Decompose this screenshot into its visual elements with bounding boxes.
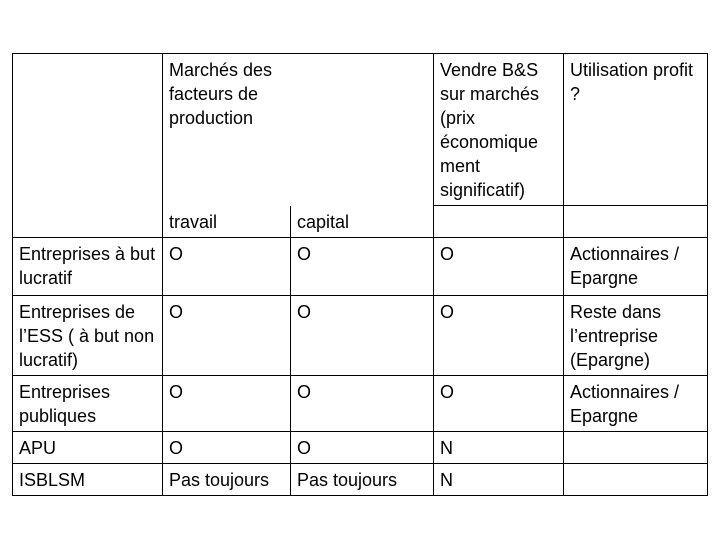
sell-cell: N <box>434 464 564 496</box>
sell-cell: O <box>434 296 564 376</box>
subheader-empty-sell <box>434 206 564 238</box>
sell-cell: O <box>434 238 564 296</box>
profit-cell: Actionnaires / Epargne <box>564 376 708 432</box>
header-labour: travail <box>163 206 291 238</box>
table-row <box>13 296 708 376</box>
entity-cell: APU <box>13 432 163 464</box>
labour-cell: O <box>163 432 291 464</box>
profit-cell <box>564 464 708 496</box>
capital-cell: O <box>291 296 434 376</box>
table-row <box>13 464 708 496</box>
entity-cell: Entreprises publiques <box>13 376 163 432</box>
capital-cell: O <box>291 432 434 464</box>
comparison-table <box>12 53 708 496</box>
profit-cell: Actionnaires / Epargne <box>564 238 708 296</box>
entity-cell: Entreprises à but lucratif <box>13 238 163 296</box>
profit-cell: Reste dans l’entreprise (Epargne) <box>564 296 708 376</box>
entity-cell: ISBLSM <box>13 464 163 496</box>
table-row <box>13 238 708 296</box>
header-profit-use: Utilisation profit ? <box>564 54 708 206</box>
labour-cell: Pas toujours <box>163 464 291 496</box>
corner-cell <box>13 54 163 238</box>
header-row <box>13 54 708 206</box>
profit-cell <box>564 432 708 464</box>
labour-cell: O <box>163 238 291 296</box>
labour-cell: O <box>163 296 291 376</box>
table-row <box>13 376 708 432</box>
subheader-empty-profit <box>564 206 708 238</box>
labour-cell: O <box>163 376 291 432</box>
header-sell-goods: Vendre B&S sur marchés (prix économique ment significatif) <box>434 54 564 206</box>
sell-cell: N <box>434 432 564 464</box>
entity-cell: Entreprises de l’ESS ( à but non lucratif) <box>13 296 163 376</box>
capital-cell: O <box>291 376 434 432</box>
sell-cell: O <box>434 376 564 432</box>
table-row <box>13 432 708 464</box>
header-markets-factors-filler <box>291 54 434 206</box>
header-markets-factors: Marchés des facteurs de production <box>163 54 291 206</box>
capital-cell: Pas toujours <box>291 464 434 496</box>
header-capital: capital <box>291 206 434 238</box>
capital-cell: O <box>291 238 434 296</box>
